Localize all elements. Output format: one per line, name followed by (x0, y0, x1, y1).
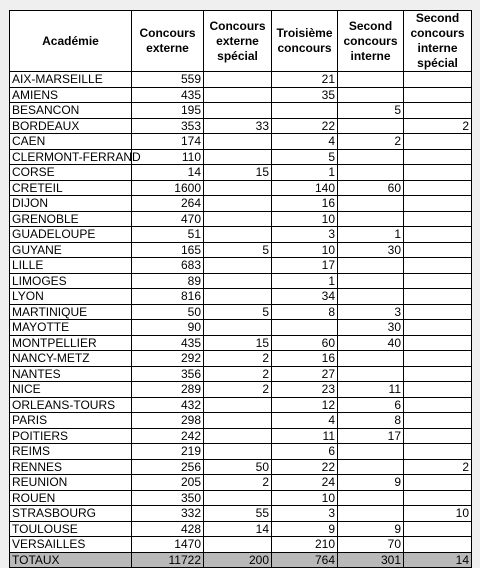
academie-name: CRETEIL (10, 180, 132, 196)
cell-troisieme-concours: 8 (272, 304, 338, 320)
results-sheet (9, 10, 471, 567)
academie-name: POITIERS (10, 428, 132, 444)
cell-troisieme-concours: 34 (272, 289, 338, 305)
cell-second-concours-interne-special (404, 397, 472, 413)
academie-name: GRENOBLE (10, 211, 132, 227)
header-second-concours-interne: Second concours interne (338, 11, 404, 72)
cell-concours-externe: 256 (132, 459, 204, 475)
cell-concours-externe-special (204, 289, 272, 305)
academie-name: REUNION (10, 475, 132, 491)
academie-name: DIJON (10, 196, 132, 212)
cell-concours-externe-special: 5 (204, 304, 272, 320)
cell-second-concours-interne: 8 (338, 413, 404, 429)
academie-name: NANCY-METZ (10, 351, 132, 367)
cell-troisieme-concours: 22 (272, 459, 338, 475)
cell-concours-externe: 356 (132, 366, 204, 382)
cell-second-concours-interne-special (404, 273, 472, 289)
cell-troisieme-concours: 9 (272, 521, 338, 537)
cell-troisieme-concours: 21 (272, 72, 338, 88)
cell-troisieme-concours: 11 (272, 428, 338, 444)
cell-second-concours-interne (338, 490, 404, 506)
cell-second-concours-interne (338, 211, 404, 227)
table-row (10, 397, 472, 413)
cell-second-concours-interne (338, 118, 404, 134)
table-row (10, 242, 472, 258)
academie-name: CAEN (10, 134, 132, 150)
cell-second-concours-interne-special (404, 413, 472, 429)
table-row (10, 134, 472, 150)
table-row (10, 366, 472, 382)
table-row (10, 444, 472, 460)
cell-concours-externe: 435 (132, 87, 204, 103)
academie-name: AMIENS (10, 87, 132, 103)
cell-concours-externe: 435 (132, 335, 204, 351)
cell-concours-externe-special (204, 428, 272, 444)
cell-second-concours-interne-special (404, 335, 472, 351)
cell-concours-externe: 298 (132, 413, 204, 429)
cell-concours-externe-special (204, 87, 272, 103)
table-row (10, 165, 472, 181)
cell-troisieme-concours: 140 (272, 180, 338, 196)
cell-concours-externe-special: 2 (204, 351, 272, 367)
academie-name: BESANCON (10, 103, 132, 119)
academie-name: MARTINIQUE (10, 304, 132, 320)
academie-name: ORLEANS-TOURS (10, 397, 132, 413)
cell-concours-externe-special (204, 444, 272, 460)
academie-name: TOULOUSE (10, 521, 132, 537)
table-row (10, 180, 472, 196)
cell-concours-externe-special (204, 134, 272, 150)
cell-second-concours-interne: 70 (338, 537, 404, 553)
cell-concours-externe-special: 2 (204, 382, 272, 398)
cell-troisieme-concours: 27 (272, 366, 338, 382)
cell-concours-externe-special (204, 103, 272, 119)
cell-concours-externe: 14 (132, 165, 204, 181)
academie-name: VERSAILLES (10, 537, 132, 553)
table-row (10, 521, 472, 537)
total-concours-externe-special: 200 (204, 552, 272, 568)
total-concours-externe: 11722 (132, 552, 204, 568)
cell-concours-externe: 432 (132, 397, 204, 413)
cell-troisieme-concours: 1 (272, 273, 338, 289)
cell-concours-externe: 165 (132, 242, 204, 258)
cell-concours-externe-special (204, 196, 272, 212)
cell-second-concours-interne-special (404, 227, 472, 243)
cell-second-concours-interne-special (404, 196, 472, 212)
cell-second-concours-interne-special (404, 304, 472, 320)
cell-troisieme-concours: 17 (272, 258, 338, 274)
academie-name: MAYOTTE (10, 320, 132, 336)
cell-concours-externe-special: 15 (204, 335, 272, 351)
cell-second-concours-interne-special (404, 103, 472, 119)
cell-concours-externe-special: 33 (204, 118, 272, 134)
cell-second-concours-interne-special: 2 (404, 459, 472, 475)
cell-concours-externe: 1600 (132, 180, 204, 196)
cell-second-concours-interne (338, 366, 404, 382)
total-label: TOTAUX (10, 552, 132, 568)
cell-concours-externe-special (204, 258, 272, 274)
cell-concours-externe: 470 (132, 211, 204, 227)
cell-second-concours-interne: 2 (338, 134, 404, 150)
cell-concours-externe-special (204, 227, 272, 243)
header-academie: Académie (10, 11, 132, 72)
cell-second-concours-interne (338, 506, 404, 522)
academie-name: NICE (10, 382, 132, 398)
header-troisieme-concours: Troisième concours (272, 11, 338, 72)
cell-second-concours-interne: 9 (338, 475, 404, 491)
cell-concours-externe: 110 (132, 149, 204, 165)
cell-concours-externe-special: 15 (204, 165, 272, 181)
academie-name: MONTPELLIER (10, 335, 132, 351)
cell-troisieme-concours: 24 (272, 475, 338, 491)
table-row (10, 490, 472, 506)
cell-troisieme-concours: 60 (272, 335, 338, 351)
table-row (10, 428, 472, 444)
cell-concours-externe: 816 (132, 289, 204, 305)
table-row (10, 537, 472, 553)
cell-concours-externe: 51 (132, 227, 204, 243)
header-concours-externe-special: Concours externe spécial (204, 11, 272, 72)
table-row (10, 258, 472, 274)
cell-second-concours-interne (338, 258, 404, 274)
cell-second-concours-interne (338, 87, 404, 103)
cell-troisieme-concours: 4 (272, 413, 338, 429)
cell-troisieme-concours: 6 (272, 444, 338, 460)
academie-name: RENNES (10, 459, 132, 475)
cell-second-concours-interne-special: 10 (404, 506, 472, 522)
cell-second-concours-interne: 40 (338, 335, 404, 351)
cell-second-concours-interne-special (404, 180, 472, 196)
table-row (10, 149, 472, 165)
cell-concours-externe-special (204, 320, 272, 336)
academie-name: LIMOGES (10, 273, 132, 289)
cell-second-concours-interne (338, 444, 404, 460)
academie-name: NANTES (10, 366, 132, 382)
cell-second-concours-interne-special (404, 242, 472, 258)
table-row (10, 273, 472, 289)
cell-second-concours-interne-special (404, 351, 472, 367)
cell-second-concours-interne (338, 459, 404, 475)
cell-troisieme-concours: 210 (272, 537, 338, 553)
cell-second-concours-interne: 11 (338, 382, 404, 398)
academie-name: GUADELOUPE (10, 227, 132, 243)
total-second-concours-interne: 301 (338, 552, 404, 568)
cell-concours-externe-special (204, 149, 272, 165)
cell-troisieme-concours: 10 (272, 242, 338, 258)
cell-concours-externe-special (204, 72, 272, 88)
table-row (10, 118, 472, 134)
cell-second-concours-interne-special (404, 258, 472, 274)
cell-concours-externe-special (204, 490, 272, 506)
cell-second-concours-interne (338, 351, 404, 367)
cell-second-concours-interne-special (404, 521, 472, 537)
cell-concours-externe-special: 5 (204, 242, 272, 258)
cell-troisieme-concours: 10 (272, 211, 338, 227)
cell-concours-externe-special (204, 273, 272, 289)
table-row (10, 459, 472, 475)
cell-second-concours-interne: 30 (338, 320, 404, 336)
cell-concours-externe: 264 (132, 196, 204, 212)
cell-second-concours-interne: 9 (338, 521, 404, 537)
cell-concours-externe-special (204, 397, 272, 413)
table-row (10, 320, 472, 336)
cell-concours-externe: 332 (132, 506, 204, 522)
cell-troisieme-concours: 12 (272, 397, 338, 413)
cell-second-concours-interne-special (404, 490, 472, 506)
cell-concours-externe-special (204, 211, 272, 227)
academie-name: CORSE (10, 165, 132, 181)
table-row (10, 196, 472, 212)
header-concours-externe: Concours externe (132, 11, 204, 72)
table-row (10, 506, 472, 522)
cell-troisieme-concours: 4 (272, 134, 338, 150)
academie-name: LILLE (10, 258, 132, 274)
academie-name: CLERMONT-FERRAND (10, 149, 132, 165)
cell-concours-externe: 350 (132, 490, 204, 506)
cell-concours-externe: 242 (132, 428, 204, 444)
cell-second-concours-interne (338, 72, 404, 88)
cell-second-concours-interne-special (404, 382, 472, 398)
academie-name: BORDEAUX (10, 118, 132, 134)
cell-second-concours-interne-special (404, 149, 472, 165)
cell-second-concours-interne: 17 (338, 428, 404, 444)
cell-concours-externe-special: 55 (204, 506, 272, 522)
academie-name: AIX-MARSEILLE (10, 72, 132, 88)
cell-second-concours-interne-special (404, 537, 472, 553)
cell-second-concours-interne: 30 (338, 242, 404, 258)
cell-second-concours-interne-special (404, 289, 472, 305)
cell-troisieme-concours: 3 (272, 227, 338, 243)
cell-concours-externe-special (204, 413, 272, 429)
cell-concours-externe: 195 (132, 103, 204, 119)
table-row (10, 87, 472, 103)
cell-troisieme-concours (272, 320, 338, 336)
academie-name: STRASBOURG (10, 506, 132, 522)
cell-second-concours-interne: 6 (338, 397, 404, 413)
cell-concours-externe-special (204, 180, 272, 196)
cell-concours-externe: 292 (132, 351, 204, 367)
table-row (10, 304, 472, 320)
cell-troisieme-concours: 10 (272, 490, 338, 506)
academie-table (9, 10, 472, 568)
cell-concours-externe: 559 (132, 72, 204, 88)
table-row (10, 351, 472, 367)
cell-second-concours-interne (338, 196, 404, 212)
cell-concours-externe: 219 (132, 444, 204, 460)
cell-second-concours-interne-special (404, 366, 472, 382)
cell-concours-externe: 89 (132, 273, 204, 289)
cell-second-concours-interne-special (404, 134, 472, 150)
total-row (10, 552, 472, 568)
academie-name: ROUEN (10, 490, 132, 506)
cell-concours-externe: 428 (132, 521, 204, 537)
cell-troisieme-concours: 5 (272, 149, 338, 165)
cell-second-concours-interne-special (404, 87, 472, 103)
cell-troisieme-concours: 16 (272, 196, 338, 212)
cell-troisieme-concours: 3 (272, 506, 338, 522)
cell-concours-externe: 289 (132, 382, 204, 398)
cell-concours-externe: 205 (132, 475, 204, 491)
cell-concours-externe-special (204, 537, 272, 553)
cell-second-concours-interne (338, 165, 404, 181)
total-second-concours-interne-special: 14 (404, 552, 472, 568)
cell-second-concours-interne-special (404, 211, 472, 227)
cell-second-concours-interne: 3 (338, 304, 404, 320)
header-row (10, 11, 472, 72)
cell-concours-externe: 174 (132, 134, 204, 150)
table-row (10, 413, 472, 429)
cell-second-concours-interne: 60 (338, 180, 404, 196)
cell-troisieme-concours: 22 (272, 118, 338, 134)
table-row (10, 227, 472, 243)
cell-second-concours-interne (338, 149, 404, 165)
table-row (10, 475, 472, 491)
cell-concours-externe: 90 (132, 320, 204, 336)
cell-second-concours-interne-special (404, 320, 472, 336)
cell-second-concours-interne-special (404, 72, 472, 88)
cell-troisieme-concours (272, 103, 338, 119)
cell-troisieme-concours: 1 (272, 165, 338, 181)
table-row (10, 382, 472, 398)
cell-concours-externe: 1470 (132, 537, 204, 553)
academie-name: LYON (10, 289, 132, 305)
academie-name: PARIS (10, 413, 132, 429)
cell-concours-externe-special: 50 (204, 459, 272, 475)
header-second-concours-interne-special: Second concours interne spécial (404, 11, 472, 72)
table-row (10, 103, 472, 119)
total-troisieme-concours: 764 (272, 552, 338, 568)
cell-second-concours-interne-special (404, 428, 472, 444)
cell-second-concours-interne: 5 (338, 103, 404, 119)
academie-name: REIMS (10, 444, 132, 460)
table-row (10, 211, 472, 227)
academie-name: GUYANE (10, 242, 132, 258)
cell-concours-externe-special: 14 (204, 521, 272, 537)
cell-troisieme-concours: 23 (272, 382, 338, 398)
table-row (10, 289, 472, 305)
cell-second-concours-interne (338, 289, 404, 305)
cell-second-concours-interne (338, 273, 404, 289)
cell-concours-externe-special: 2 (204, 475, 272, 491)
cell-troisieme-concours: 16 (272, 351, 338, 367)
cell-second-concours-interne: 1 (338, 227, 404, 243)
cell-concours-externe-special: 2 (204, 366, 272, 382)
table-row (10, 335, 472, 351)
cell-concours-externe: 50 (132, 304, 204, 320)
cell-concours-externe: 353 (132, 118, 204, 134)
cell-troisieme-concours: 35 (272, 87, 338, 103)
cell-second-concours-interne-special (404, 165, 472, 181)
cell-second-concours-interne-special: 2 (404, 118, 472, 134)
cell-second-concours-interne-special (404, 475, 472, 491)
cell-concours-externe: 683 (132, 258, 204, 274)
table-row (10, 72, 472, 88)
cell-second-concours-interne-special (404, 444, 472, 460)
